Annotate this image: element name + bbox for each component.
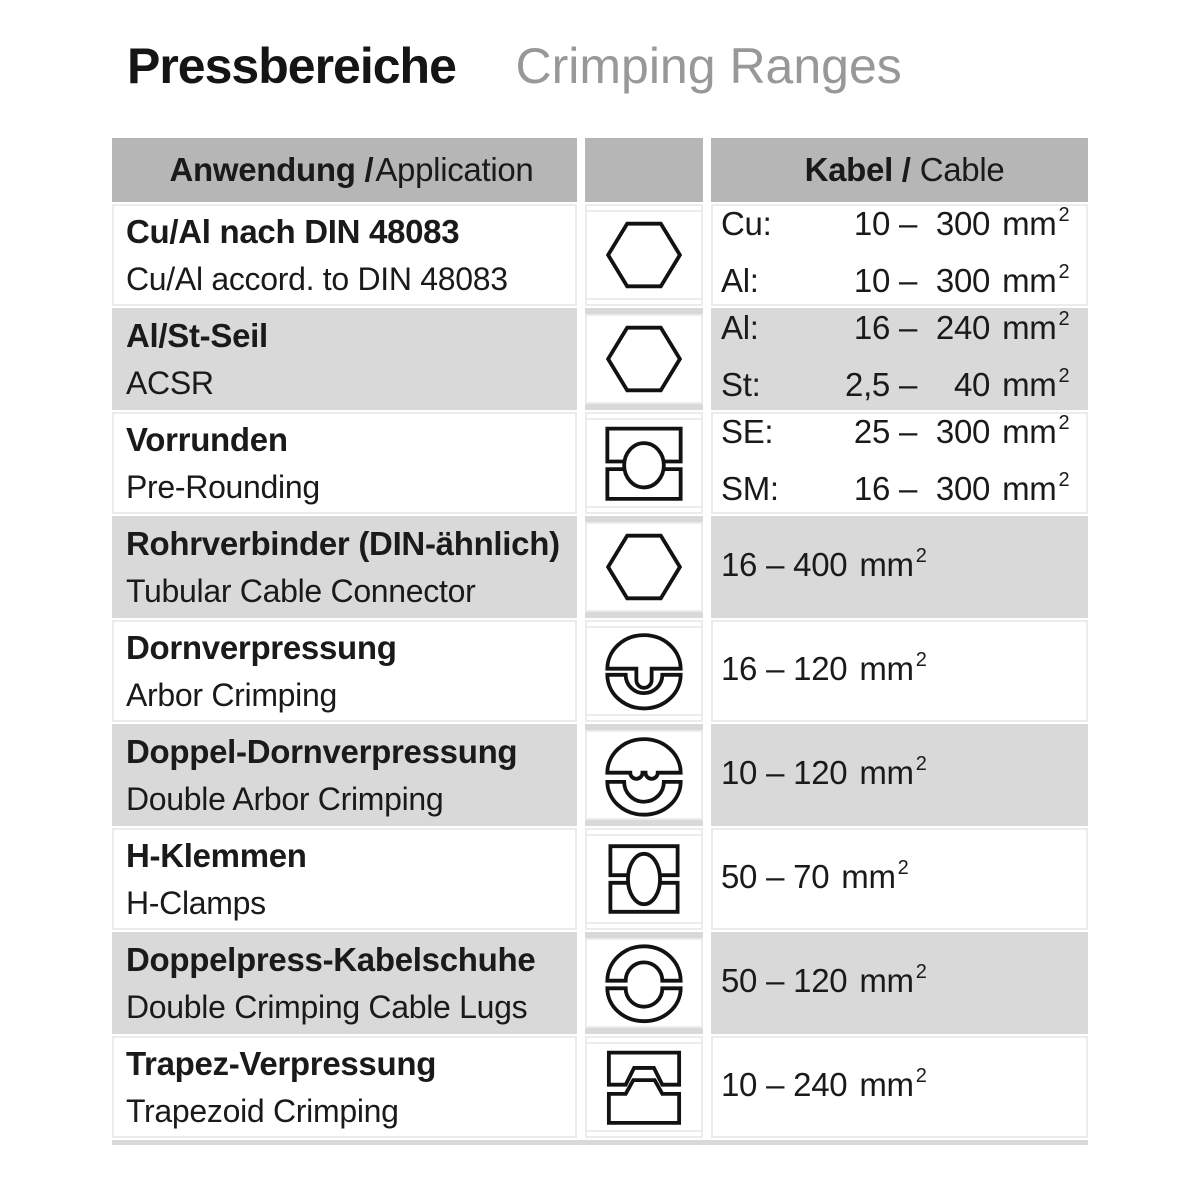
header-application-cell — [112, 138, 577, 202]
application-name-en: Double Arbor Crimping — [126, 780, 444, 817]
header-application-en: Application — [375, 151, 534, 188]
range-to: 300 — [935, 470, 991, 507]
range-unit-exponent: 2 — [1058, 365, 1070, 387]
header-cable-de: Kabel / — [804, 151, 911, 188]
range-to: 400 — [793, 545, 848, 583]
range-to: 40 — [953, 366, 991, 403]
die-icon-tile — [585, 314, 703, 404]
application-cell — [112, 308, 577, 410]
application-name-en: Cu/Al accord. to DIN 48083 — [126, 260, 508, 297]
cable-range-cell — [711, 724, 1088, 826]
die-icon-tile — [585, 1042, 703, 1132]
range-unit-exponent: 2 — [915, 1064, 927, 1087]
cable-range-cell — [711, 204, 1088, 306]
cable-range — [721, 262, 1088, 305]
cable-type-label: SM: — [721, 470, 779, 507]
cable-range — [721, 366, 1088, 409]
cable-type-label: Cu: — [721, 205, 772, 242]
application-name-en: Trapezoid Crimping — [126, 1092, 399, 1129]
range-unit: mm — [1002, 413, 1057, 450]
range-dash: – — [766, 857, 785, 895]
range-unit: mm — [841, 857, 896, 895]
range-unit-exponent: 2 — [897, 856, 909, 879]
application-name-de: Cu/Al nach DIN 48083 — [126, 212, 460, 250]
table-row — [112, 516, 1088, 618]
cable-range — [721, 1066, 1088, 1109]
die-icon-cell — [585, 308, 703, 410]
range-unit: mm — [1002, 309, 1057, 346]
range-dash: – — [766, 649, 785, 687]
range-unit-exponent: 2 — [1058, 412, 1070, 434]
range-to: 70 — [793, 857, 830, 895]
header-cable-en: Cable — [919, 151, 1005, 188]
hexagon-die-icon — [594, 317, 694, 401]
range-from: 10 — [721, 753, 758, 791]
table-row — [112, 204, 1088, 306]
page — [112, 36, 1088, 1145]
range-to: 300 — [935, 413, 991, 450]
page-title-german: Pressbereiche — [127, 38, 456, 94]
application-name-de: Al/St-Seil — [126, 316, 268, 354]
cable-range-cell — [711, 932, 1088, 1034]
range-from: 16 — [853, 470, 890, 507]
die-icon-tile — [585, 730, 703, 820]
range-to: 120 — [793, 753, 848, 791]
die-icon-cell — [585, 620, 703, 722]
die-icon-tile — [585, 418, 703, 508]
header-cable-cell — [711, 138, 1088, 202]
die-icon-cell — [585, 724, 703, 826]
cable-range — [721, 309, 1088, 352]
die-icon-cell — [585, 516, 703, 618]
range-from: 10 — [853, 262, 890, 299]
range-unit: mm — [1002, 262, 1057, 299]
range-to: 120 — [793, 961, 848, 999]
header-die-icon-cell — [585, 138, 703, 202]
application-cell — [112, 724, 577, 826]
table-row — [112, 308, 1088, 410]
table-row — [112, 412, 1088, 514]
application-name-de: Rohrverbinder (DIN-ähnlich) — [126, 524, 560, 562]
range-to: 300 — [935, 262, 991, 299]
cable-range — [721, 858, 1088, 901]
die-icon-cell — [585, 828, 703, 930]
application-name-de: Doppel-Dornverpressung — [126, 732, 518, 770]
range-dash: – — [899, 205, 918, 242]
application-name-de: Doppelpress-Kabelschuhe — [126, 940, 536, 978]
die-icon-tile — [585, 210, 703, 300]
range-dash: – — [899, 366, 918, 403]
application-cell — [112, 620, 577, 722]
application-name-de: Vorrunden — [126, 420, 288, 458]
application-cell — [112, 932, 577, 1034]
range-unit-exponent: 2 — [1058, 308, 1070, 330]
range-from: 50 — [721, 857, 758, 895]
cable-range-cell — [711, 516, 1088, 618]
range-unit: mm — [859, 649, 914, 687]
application-name-en: Tubular Cable Connector — [126, 572, 476, 609]
range-from: 16 — [853, 309, 890, 346]
cable-type-label: Al: — [721, 262, 759, 299]
cable-range-cell — [711, 412, 1088, 514]
range-to: 120 — [793, 649, 848, 687]
pre-rounding-die-icon — [594, 421, 694, 505]
application-name-en: H-Clamps — [126, 884, 266, 921]
die-icon-tile — [585, 626, 703, 716]
h-clamp-die-icon — [594, 837, 694, 921]
application-name-en: ACSR — [126, 364, 214, 401]
header-application-de: Anwendung / — [169, 151, 374, 188]
page-title — [127, 36, 1088, 96]
range-unit: mm — [859, 545, 914, 583]
table-header-row — [112, 138, 1088, 202]
table-row — [112, 932, 1088, 1034]
range-dash: – — [899, 262, 918, 299]
cable-type-label: Al: — [721, 309, 759, 346]
table-bottom-border — [112, 1140, 1088, 1145]
range-unit-exponent: 2 — [915, 752, 927, 775]
range-unit-exponent: 2 — [915, 960, 927, 983]
cable-type-label: St: — [721, 366, 761, 403]
range-from: 25 — [853, 413, 890, 450]
range-unit-exponent: 2 — [1058, 204, 1070, 226]
range-from: 10 — [853, 205, 890, 242]
application-name-de: Trapez-Verpressung — [126, 1044, 437, 1082]
range-from: 2,5 — [845, 366, 890, 403]
range-from: 16 — [721, 545, 758, 583]
range-dash: – — [766, 753, 785, 791]
table-row — [112, 724, 1088, 826]
application-name-de: Dornverpressung — [126, 628, 397, 666]
application-name-en: Double Crimping Cable Lugs — [126, 988, 528, 1025]
range-unit: mm — [1002, 366, 1057, 403]
cable-range-cell — [711, 1036, 1088, 1138]
arbor-die-icon — [594, 629, 694, 713]
cable-range-cell — [711, 828, 1088, 930]
range-dash: – — [899, 413, 918, 450]
range-unit-exponent: 2 — [915, 648, 927, 671]
double-crimp-die-icon — [594, 941, 694, 1025]
range-unit: mm — [859, 753, 914, 791]
range-from: 16 — [721, 649, 758, 687]
range-unit-exponent: 2 — [915, 544, 927, 567]
die-icon-cell — [585, 932, 703, 1034]
die-icon-tile — [585, 834, 703, 924]
hexagon-die-icon — [594, 213, 694, 297]
range-from: 50 — [721, 961, 758, 999]
application-name-en: Arbor Crimping — [126, 676, 337, 713]
cable-range — [721, 470, 1088, 513]
trapezoid-die-icon — [594, 1045, 694, 1129]
range-unit: mm — [859, 1065, 914, 1103]
hexagon-die-icon — [594, 525, 694, 609]
application-name-en: Pre-Rounding — [126, 468, 320, 505]
table-row — [112, 620, 1088, 722]
range-unit-exponent: 2 — [1058, 261, 1070, 283]
cable-range — [721, 546, 1088, 589]
cable-range — [721, 962, 1088, 1005]
range-unit-exponent: 2 — [1058, 469, 1070, 491]
application-cell — [112, 204, 577, 306]
table-row — [112, 1036, 1088, 1138]
cable-range-cell — [711, 620, 1088, 722]
range-dash: – — [899, 309, 918, 346]
range-to: 300 — [935, 205, 991, 242]
range-to: 240 — [793, 1065, 848, 1103]
die-icon-tile — [585, 522, 703, 612]
range-unit: mm — [1002, 470, 1057, 507]
table-row — [112, 828, 1088, 930]
application-name-de: H-Klemmen — [126, 836, 307, 874]
range-dash: – — [766, 545, 785, 583]
range-dash: – — [899, 470, 918, 507]
crimping-ranges-table — [112, 138, 1088, 1145]
cable-range — [721, 754, 1088, 797]
die-icon-tile — [585, 938, 703, 1028]
cable-range — [721, 413, 1088, 456]
application-cell — [112, 1036, 577, 1138]
range-unit: mm — [1002, 205, 1057, 242]
die-icon-cell — [585, 204, 703, 306]
range-unit: mm — [859, 961, 914, 999]
range-from: 10 — [721, 1065, 758, 1103]
range-dash: – — [766, 961, 785, 999]
range-to: 240 — [935, 309, 991, 346]
cable-range — [721, 205, 1088, 248]
cable-type-label: SE: — [721, 413, 774, 450]
application-cell — [112, 516, 577, 618]
application-cell — [112, 412, 577, 514]
range-dash: – — [766, 1065, 785, 1103]
cable-range-cell — [711, 308, 1088, 410]
page-title-english: Crimping Ranges — [515, 38, 902, 94]
double-arbor-die-icon — [594, 733, 694, 817]
application-cell — [112, 828, 577, 930]
cable-range — [721, 650, 1088, 693]
die-icon-cell — [585, 412, 703, 514]
die-icon-cell — [585, 1036, 703, 1138]
